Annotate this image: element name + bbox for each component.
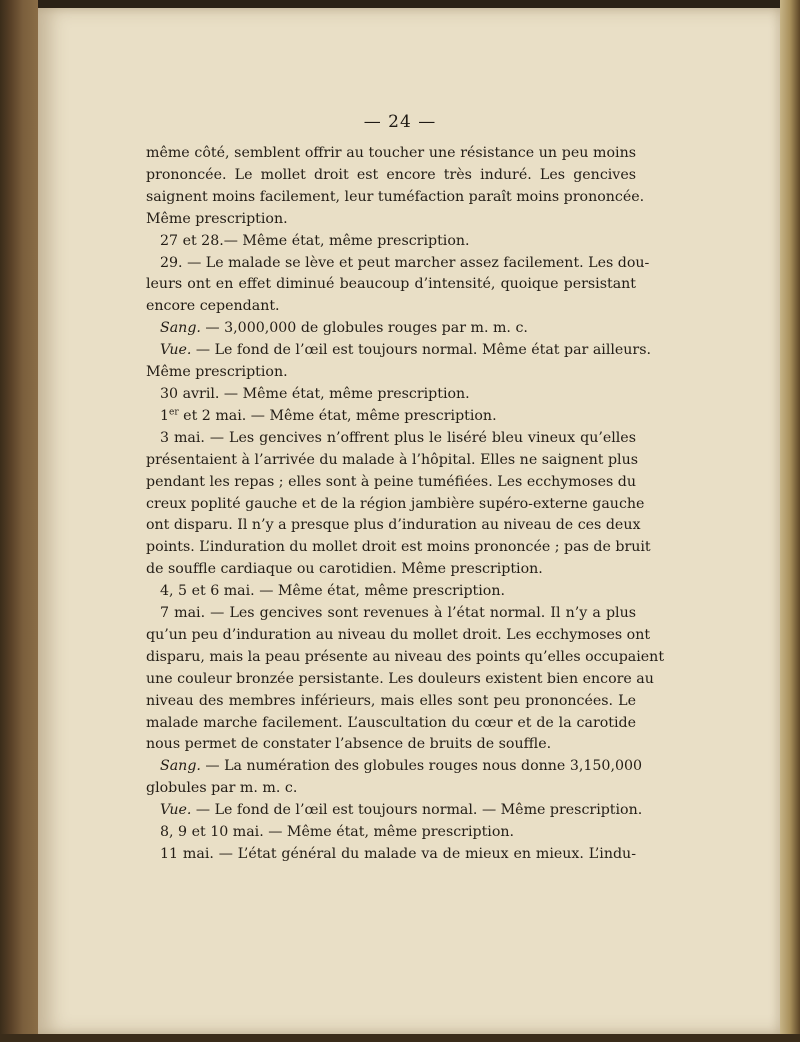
text-line — [146, 253, 650, 275]
book-binding — [0, 0, 38, 1042]
line-text: 8, 9 et 10 mai. — Même état, même prescription. — [160, 824, 515, 841]
text-line — [146, 494, 645, 516]
text-line — [146, 713, 636, 735]
line-text: 3 mai. — Les gencives n’offrent plus le liséré bleu vineux qu’elles — [160, 429, 636, 446]
text-line — [146, 603, 636, 625]
line-text: présentaient à l’arrivée du malade à l’hôpital. Elles ne saignent plus — [146, 451, 639, 468]
text-line — [146, 450, 639, 472]
line-text: encore cependant. — [146, 298, 280, 315]
line-text: 7 mai. — Les gencives sont revenues à l’état normal. Il n’y a plus — [160, 605, 636, 622]
line-lead: Sang. — [160, 320, 201, 337]
line-text: — Le fond de l’œil est toujours normal. — Même prescription. — [191, 802, 643, 819]
line-text: 29. — Le malade se lève et peut marcher assez facilement. Les dou- — [160, 254, 650, 271]
text-line — [146, 559, 636, 581]
text-line — [146, 625, 651, 647]
line-text: 4, 5 et 6 mai. — Même état, même prescription. — [160, 583, 505, 600]
line-text: prononcée. Le mollet droit est encore très induré. Les gencives — [146, 166, 636, 183]
line-text: globules par m. m. c. — [146, 780, 298, 797]
text-line — [146, 428, 636, 450]
page-edge — [780, 0, 800, 1042]
line-text: même côté, semblent offrir au toucher une résistance un peu moins — [146, 145, 636, 161]
text-line — [146, 844, 636, 866]
line-text: une couleur bronzée persistante. Les douleurs existent bien encore au — [146, 670, 654, 687]
text-line — [146, 209, 636, 231]
line-text: disparu, mais la peau présente au niveau des points qu’elles occupaient — [146, 648, 665, 665]
text-line — [146, 274, 636, 296]
text-line — [146, 669, 654, 691]
text-line — [146, 362, 636, 384]
text-line — [146, 691, 636, 713]
line-text: saignent moins facilement, leur tuméfaction paraît moins prononcée. — [146, 188, 645, 205]
line-text: pendant les repas ; elles sont à peine tuméfiées. Les ecchymoses du — [146, 473, 636, 490]
line-text: ont disparu. Il n’y a presque plus d’induration au niveau de ces deux — [146, 517, 641, 534]
text-line — [146, 143, 636, 165]
line-text: Même prescription. — [146, 364, 288, 381]
text-line — [146, 778, 636, 800]
line-text: nous permet de constater l’absence de bruits de souffle. — [146, 736, 552, 753]
line-text: 11 mai. — L’état général du malade va de mieux en mieux. L’indu- — [160, 846, 636, 862]
line-text: — Le fond de l’œil est toujours normal. Même état par ailleurs. — [191, 342, 652, 359]
text-line — [146, 756, 643, 778]
line-text: niveau des membres inférieurs, mais elles sont peu prononcées. Le — [146, 692, 636, 709]
text-line — [146, 318, 636, 340]
line-lead: Vue. — [160, 342, 192, 359]
line-prefix: 1 — [160, 407, 170, 424]
text-line — [146, 406, 636, 428]
text-line — [146, 165, 636, 187]
text-line — [146, 340, 652, 362]
body-text — [146, 143, 665, 866]
line-text: de souffle cardiaque ou carotidien. Même prescription. — [146, 561, 543, 578]
line-text: leurs ont en effet diminué beaucoup d’intensité, quoique persistant — [146, 276, 636, 293]
line-text: 27 et 28.— Même état, même prescription. — [160, 232, 470, 249]
line-text: 30 avril. — Même état, même prescription. — [160, 385, 470, 402]
text-line — [146, 187, 645, 209]
text-line — [146, 515, 641, 537]
line-text: Même prescription. — [146, 210, 288, 227]
line-lead: Sang. — [160, 758, 201, 775]
page-number: — 24 — — [363, 112, 437, 132]
line-text: et 2 mai. — Même état, même prescription. — [178, 407, 497, 424]
text-line — [146, 472, 636, 494]
line-text: malade marche facilement. L’auscultation du cœur et de la carotide — [146, 714, 636, 731]
line-superscript: er — [169, 407, 179, 418]
line-lead: Vue. — [160, 802, 192, 819]
text-line — [146, 800, 643, 822]
bottom-edge — [0, 1034, 800, 1042]
line-text: points. L’induration du mollet droit est moins prononcée ; pas de bruit — [146, 539, 651, 556]
line-text: — La numération des globules rouges nous donne 3,150,000 — [200, 758, 643, 775]
text-line — [146, 384, 636, 406]
text-line — [146, 296, 636, 318]
text-line — [146, 231, 636, 253]
line-text: qu’un peu d’induration au niveau du mollet droit. Les ecchymoses ont — [146, 626, 651, 643]
line-text: creux poplité gauche et de la région jambière supéro-externe gauche — [146, 495, 645, 512]
text-line — [146, 734, 636, 756]
text-line — [146, 647, 665, 669]
text-line — [146, 581, 636, 603]
line-text: — 3,000,000 de globules rouges par m. m. c. — [200, 320, 528, 337]
text-line — [146, 822, 636, 844]
text-line — [146, 537, 651, 559]
